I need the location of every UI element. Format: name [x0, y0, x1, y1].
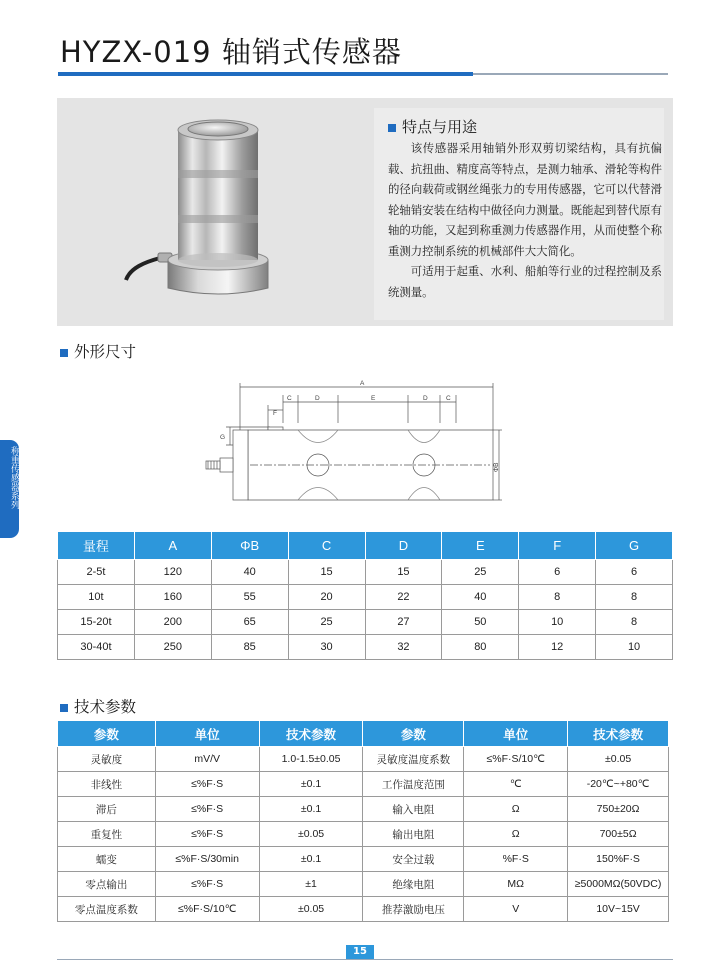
table-cell: 22: [365, 585, 442, 610]
table-cell: 160: [134, 585, 211, 610]
dim-label-d-left: D: [315, 395, 320, 402]
features-heading-text: 特点与用途: [402, 118, 478, 136]
table-cell: 重复性: [58, 822, 156, 847]
dim-label-c-right: C: [446, 395, 451, 402]
square-bullet-icon: [60, 349, 68, 357]
table-cell: 85: [211, 635, 288, 660]
table-row: [58, 772, 669, 797]
table-cell: ±0.05: [259, 897, 363, 922]
table-row: [58, 897, 669, 922]
table-cell: 750±20Ω: [568, 797, 669, 822]
dim-label-f: F: [273, 410, 277, 417]
table-cell: 250: [134, 635, 211, 660]
tech-params-heading: [60, 695, 136, 717]
table-cell: 30-40t: [58, 635, 135, 660]
table-cell: 8: [519, 585, 596, 610]
table-cell: 15-20t: [58, 610, 135, 635]
table-header: 参数: [58, 721, 156, 747]
dim-label-e: E: [371, 395, 376, 402]
table-header: F: [519, 532, 596, 560]
side-tab-label: 称重传感器系列: [9, 446, 19, 509]
table-cell: 20: [288, 585, 365, 610]
table-cell: ≤%F·S/10℃: [464, 747, 568, 772]
table-cell: ℃: [464, 772, 568, 797]
table-row: [58, 872, 669, 897]
table-header: C: [288, 532, 365, 560]
table-header: 单位: [464, 721, 568, 747]
table-header: 技术参数: [259, 721, 363, 747]
table-header: ΦB: [211, 532, 288, 560]
table-cell: 10: [519, 610, 596, 635]
table-row: [58, 560, 673, 585]
features-heading: [388, 116, 477, 137]
dim-label-d-right: D: [423, 395, 428, 402]
table-cell: 40: [211, 560, 288, 585]
table-cell: -20℃~+80℃: [568, 772, 669, 797]
table-cell: ≤%F·S: [155, 772, 259, 797]
table-row: [58, 635, 673, 660]
table-cell: ±0.05: [259, 822, 363, 847]
table-cell: 25: [442, 560, 519, 585]
table-header: 技术参数: [568, 721, 669, 747]
table-cell: 15: [288, 560, 365, 585]
table-row: [58, 822, 669, 847]
table-cell: 150%F·S: [568, 847, 669, 872]
table-cell: 安全过载: [363, 847, 464, 872]
square-bullet-icon: [388, 124, 396, 132]
table-cell: 零点输出: [58, 872, 156, 897]
table-row: [58, 797, 669, 822]
table-cell: 灵敏度: [58, 747, 156, 772]
table-header: D: [365, 532, 442, 560]
dimensions-heading: [60, 340, 136, 362]
features-paragraph-1: 该传感器采用轴销外形双剪切梁结构，具有抗偏载、抗扭曲、精度高等特点，是测力轴承、滑轮等构件的径向载荷或钢丝绳张力的专用传感器，它可以代替滑轮轴销安装在结构中做径向力测量。既能起到替代原有轴的功能，又起到称重测力传感器作用，从而使整个称重测力控制系统的机械部件大大简化。: [388, 141, 662, 258]
table-cell: 50: [442, 610, 519, 635]
table-header: A: [134, 532, 211, 560]
table-cell: 40: [442, 585, 519, 610]
table-header: E: [442, 532, 519, 560]
table-cell: ±0.1: [259, 772, 363, 797]
table-cell: 零点温度系数: [58, 897, 156, 922]
table-cell: ≤%F·S/30min: [155, 847, 259, 872]
table-cell: 65: [211, 610, 288, 635]
table-cell: Ω: [464, 822, 568, 847]
table-cell: 700±5Ω: [568, 822, 669, 847]
table-row: [58, 747, 669, 772]
tech-params-table: [57, 720, 669, 922]
table-cell: 滞后: [58, 797, 156, 822]
table-cell: 25: [288, 610, 365, 635]
features-paragraph-2: 可适用于起重、水利、船舶等行业的过程控制及系统测量。: [388, 264, 662, 299]
table-row: [58, 585, 673, 610]
table-cell: 推荐激励电压: [363, 897, 464, 922]
table-cell: 工作温度范围: [363, 772, 464, 797]
square-bullet-icon: [60, 704, 68, 712]
table-cell: ≥5000MΩ(50VDC): [568, 872, 669, 897]
table-cell: 30: [288, 635, 365, 660]
table-cell: 2-5t: [58, 560, 135, 585]
dim-label-c-left: C: [287, 395, 292, 402]
table-cell: ±0.1: [259, 797, 363, 822]
dimensions-table: [57, 531, 673, 660]
table-cell: 1.0-1.5±0.05: [259, 747, 363, 772]
table-cell: ≤%F·S: [155, 797, 259, 822]
table-cell: ≤%F·S/10℃: [155, 897, 259, 922]
table-cell: ±0.05: [568, 747, 669, 772]
table-header-row: [58, 532, 673, 560]
table-cell: V: [464, 897, 568, 922]
sensor-photo: [120, 110, 280, 310]
table-cell: 非线性: [58, 772, 156, 797]
table-cell: 输入电阻: [363, 797, 464, 822]
title-underline: [58, 72, 473, 76]
table-cell: 55: [211, 585, 288, 610]
table-cell: 8: [596, 585, 673, 610]
table-cell: 蠕变: [58, 847, 156, 872]
table-cell: MΩ: [464, 872, 568, 897]
table-cell: 12: [519, 635, 596, 660]
table-cell: 27: [365, 610, 442, 635]
table-cell: 8: [596, 610, 673, 635]
table-cell: 15: [365, 560, 442, 585]
table-cell: 10V~15V: [568, 897, 669, 922]
table-cell: 200: [134, 610, 211, 635]
dim-label-g: G: [220, 434, 226, 441]
tech-params-heading-text: 技术参数: [74, 698, 137, 716]
table-cell: 绝缘电阻: [363, 872, 464, 897]
title-underline-gray: [473, 73, 668, 75]
table-cell: 输出电阻: [363, 822, 464, 847]
table-cell: mV/V: [155, 747, 259, 772]
table-header: G: [596, 532, 673, 560]
table-cell: 10: [596, 635, 673, 660]
dimensions-heading-text: 外形尺寸: [74, 343, 137, 361]
dimension-drawing: [190, 375, 510, 525]
footer-rule: [57, 959, 673, 960]
table-row: [58, 610, 673, 635]
table-cell: ±1: [259, 872, 363, 897]
table-cell: 6: [596, 560, 673, 585]
table-header: 单位: [155, 721, 259, 747]
page-number: 15: [346, 945, 374, 959]
dim-label-a: A: [360, 380, 365, 387]
table-header-row: [58, 721, 669, 747]
features-text: [388, 138, 662, 302]
table-cell: 80: [442, 635, 519, 660]
table-cell: Ω: [464, 797, 568, 822]
dim-label-b: ΦB: [493, 462, 500, 472]
table-cell: ±0.1: [259, 847, 363, 872]
table-cell: 10t: [58, 585, 135, 610]
table-cell: 120: [134, 560, 211, 585]
table-row: [58, 847, 669, 872]
table-cell: ≤%F·S: [155, 872, 259, 897]
table-cell: 灵敏度温度系数: [363, 747, 464, 772]
table-cell: 32: [365, 635, 442, 660]
table-cell: 6: [519, 560, 596, 585]
table-header: 参数: [363, 721, 464, 747]
table-header: 量程: [58, 532, 135, 560]
page-title: HYZX-019 轴销式传感器: [60, 35, 402, 69]
table-cell: ≤%F·S: [155, 822, 259, 847]
table-cell: %F·S: [464, 847, 568, 872]
